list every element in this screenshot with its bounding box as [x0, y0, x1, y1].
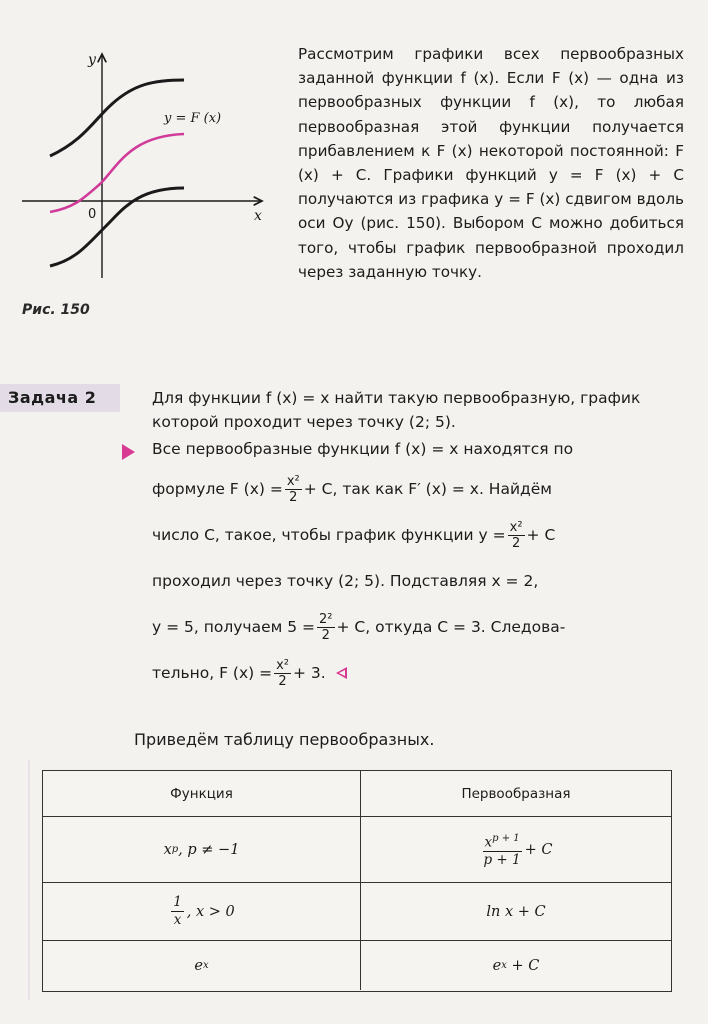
margin-rule	[28, 760, 30, 1000]
solution-line-2: формуле F (x) = $\frac{\text{x²}}{2}$ + C, так как F′ (x) = x. Найдём	[152, 473, 552, 505]
y-axis-label: y	[88, 52, 96, 68]
fraction: $\frac{\text{2²}}{2}$	[319, 611, 333, 643]
table-row	[43, 883, 671, 941]
x-axis-label: x	[254, 208, 262, 224]
fraction: $\frac{\text{x²}}{2}$	[286, 473, 300, 505]
solution-line-4: проходил через точку (2; 5). Подставляя x = 2,	[152, 572, 539, 590]
solution-end-marker-icon	[336, 667, 347, 679]
table-intro: Приведём таблицу первообразных.	[134, 730, 435, 749]
curve-label: y = F (x)	[164, 111, 222, 126]
task-text: Для функции f (x) = x найти такую первообразную, график которой проходит через точку (2; 5).	[152, 389, 641, 431]
fraction: $\frac{x^{p + 1}}{p + 1}$	[483, 830, 522, 870]
solution-start-marker-icon	[122, 444, 135, 460]
function-cell: $\frac{1}{x}$ , x > 0	[43, 883, 361, 940]
intro-paragraph	[298, 42, 684, 284]
solution-line-5: y = 5, получаем 5 = $\frac{\text{2²}}{2}$ + C, откуда C = 3. Следова-	[152, 611, 566, 643]
function-cell: x p , p ≠ −1	[43, 817, 361, 882]
table-row	[43, 941, 671, 990]
fraction: $\frac{\text{x²}}{2}$	[276, 657, 290, 689]
solution-line-3: число C, такое, чтобы график функции y = $\frac{\text{x²}}{2}$ + C	[152, 519, 556, 551]
antiderivative-table	[42, 770, 672, 992]
function-cell: e x	[43, 941, 361, 990]
table-row	[43, 817, 671, 883]
lower-curve	[50, 188, 184, 266]
antiderivative-cell: ln x + C	[486, 903, 546, 920]
header-function: Функция	[43, 771, 361, 816]
antiderivative-cell: $\frac{x^{p + 1}}{p + 1}$ + C	[361, 817, 671, 882]
solution-line-1: Все первообразные функции f (x) = x находятся по	[152, 440, 574, 458]
fraction: $\frac{\text{x²}}{2}$	[509, 519, 523, 551]
origin-label: 0	[88, 207, 97, 222]
intro-text: Рассмотрим графики всех первообразных заданной функции f (x). Если F (x) — одна из первообразных функции f (x), то любая первообразная этой функции получается прибавлением к F (x) некоторой постоянной: F (x) + C. Графики функций y = F (x) + C получаются из графика y = F (x) сдвигом вдоль оси Oy (рис. 150). Выбором C можно добиться того, чтобы график первообразной проходил через заданную точку.	[298, 45, 684, 281]
figure-caption: Рис. 150	[22, 302, 90, 318]
antiderivative-graph	[14, 40, 284, 330]
fraction: $\frac{1}{x}$	[173, 894, 182, 928]
task-label: Задача 2	[0, 384, 120, 412]
header-antiderivative: Первообразная	[461, 785, 571, 802]
antiderivative-cell: e x + C	[492, 957, 540, 974]
table-header-row	[43, 771, 671, 817]
solution-line-6: тельно, F (x) = $\frac{\text{x²}}{2}$ + 3.	[152, 650, 692, 696]
solution	[152, 440, 692, 696]
